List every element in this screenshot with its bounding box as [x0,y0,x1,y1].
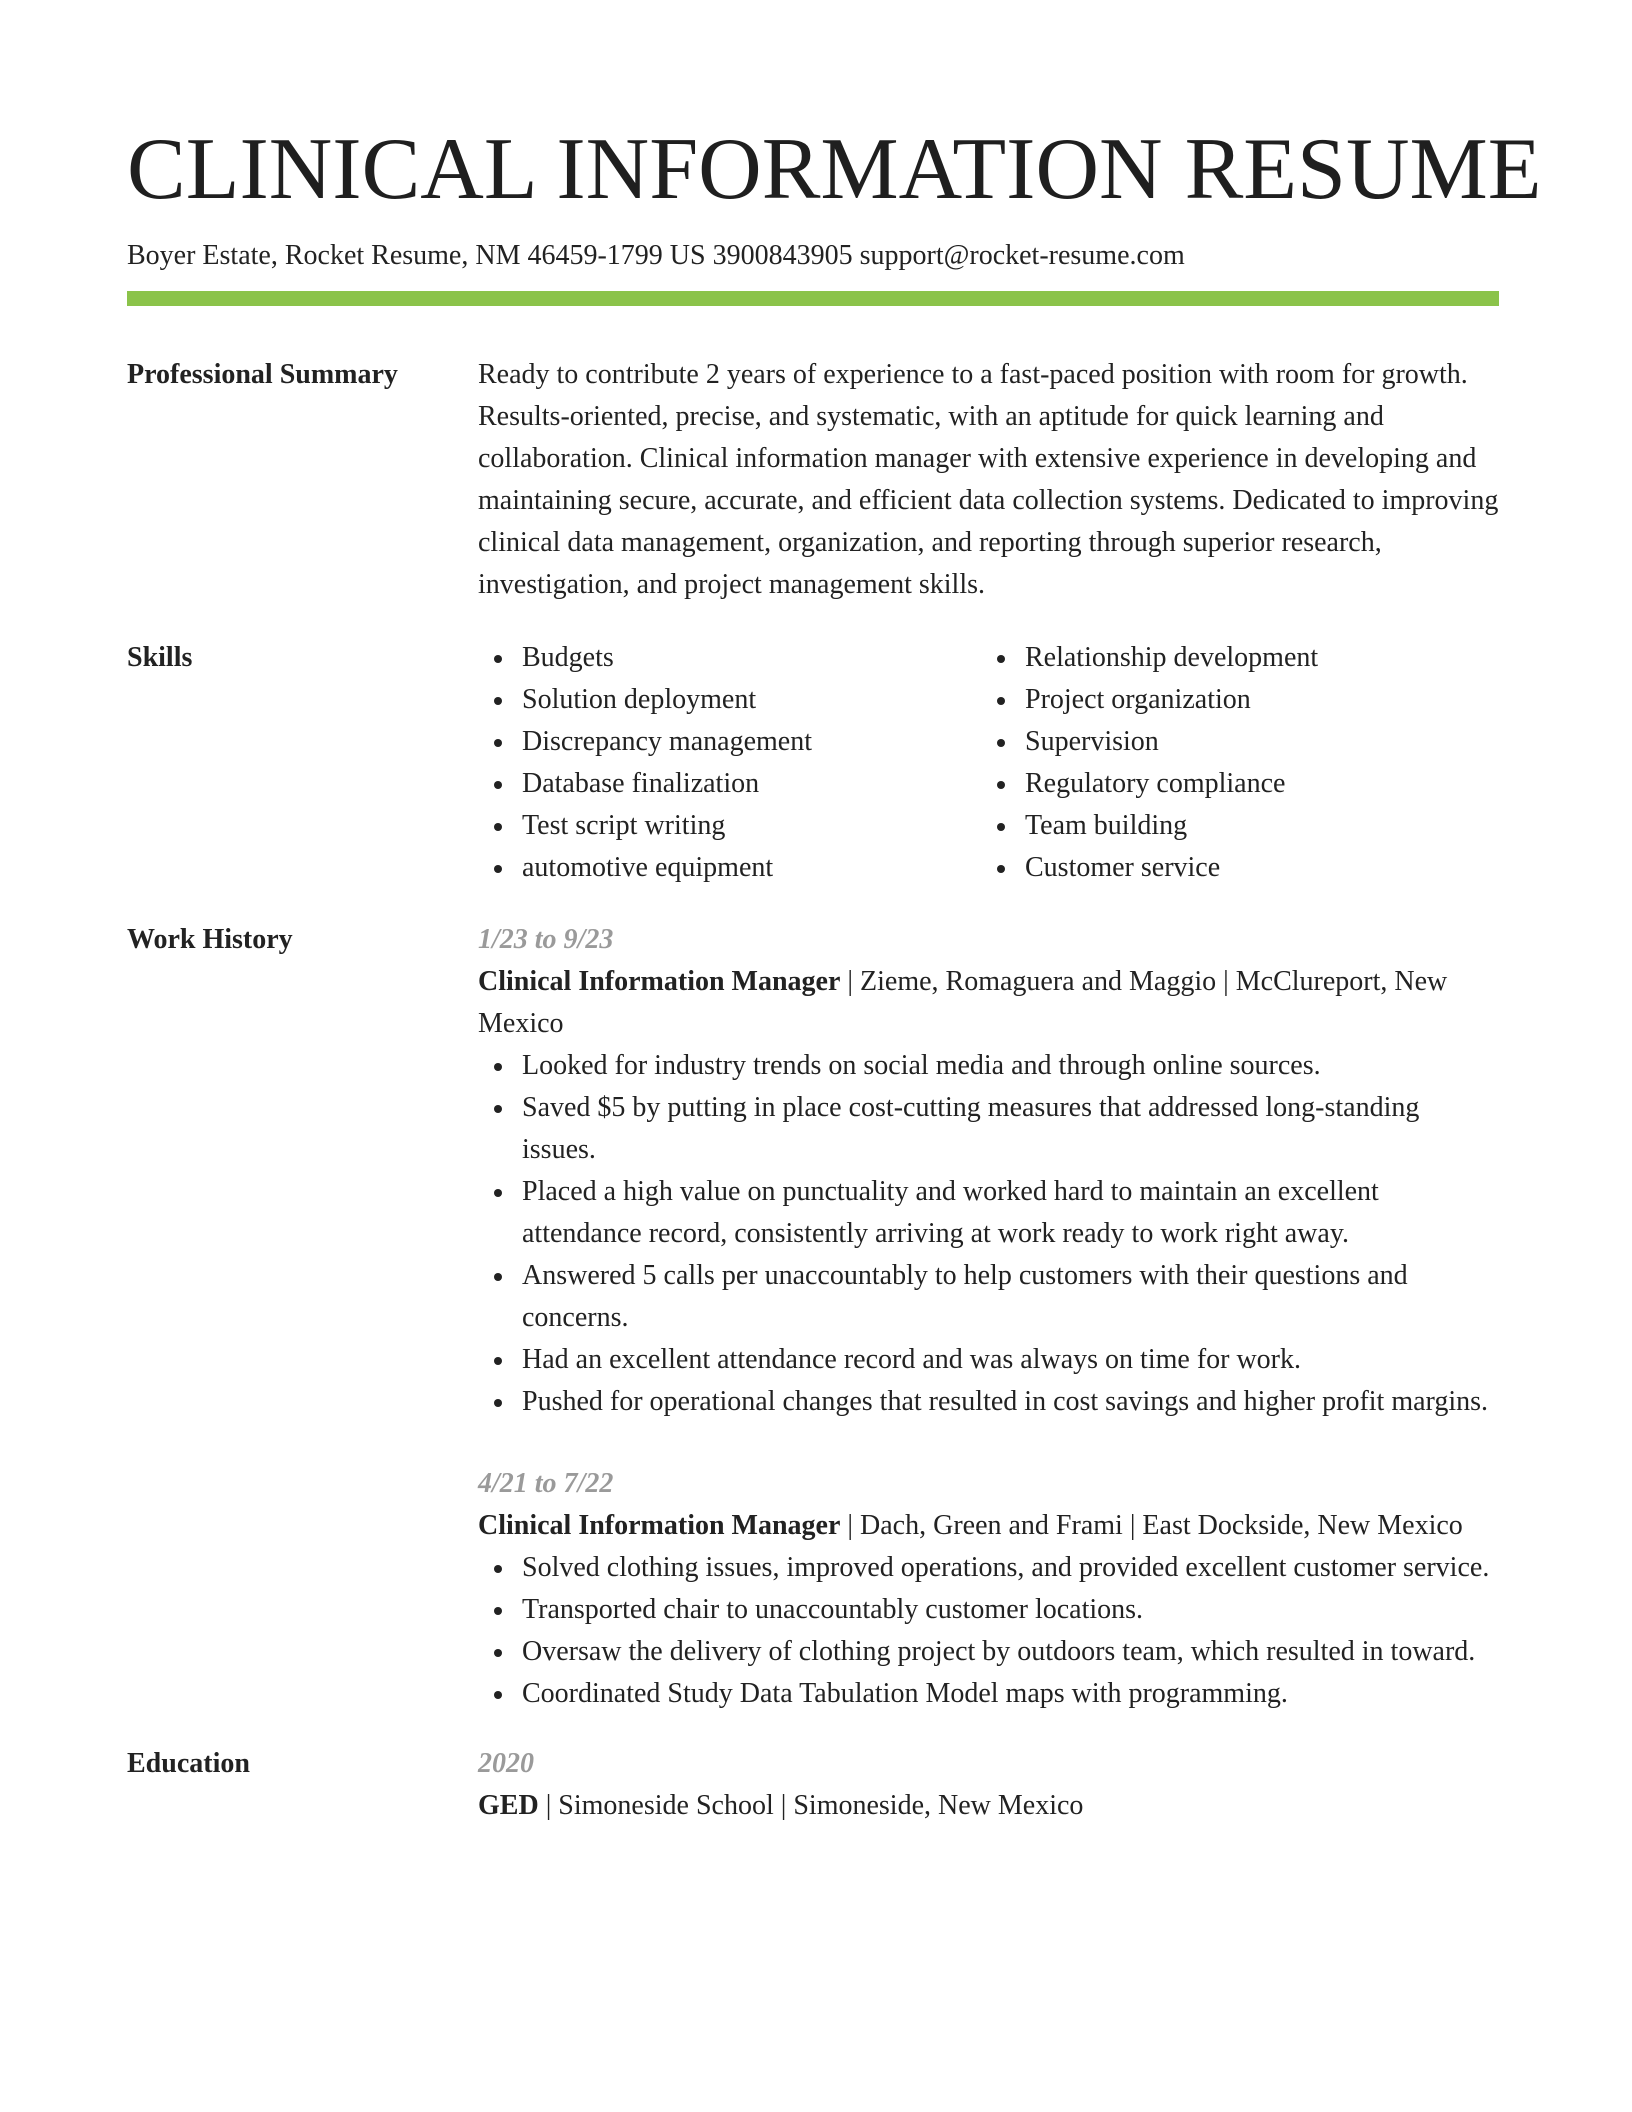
job-title: Clinical Information Manager [478,1510,841,1541]
skill-item: Database finalization [478,763,981,805]
skill-item: Relationship development [981,637,1484,679]
job-heading [478,1505,1499,1547]
section-skills [127,637,1499,889]
job-title: Clinical Information Manager [478,966,841,997]
job-bullet: Pushed for operational changes that resulted in cost savings and higher profit margins. [478,1381,1499,1423]
job-employer-location: | Dach, Green and Frami | East Dockside, New Mexico [840,1510,1463,1541]
job-bullet: Looked for industry trends on social media and through online sources. [478,1045,1499,1087]
skill-item: automotive equipment [478,847,981,889]
contact-line: Boyer Estate, Rocket Resume, NM 46459-1799 US 3900843905 support@rocket-resume.com [127,240,1185,271]
resume-title: CLINICAL INFORMATION RESUME [127,121,1542,218]
skill-item: Regulatory compliance [981,763,1484,805]
section-label-work: Work History [127,924,293,955]
job-bullet: Placed a high value on punctuality and worked hard to maintain an excellent attendance record, consistently arriving at work ready to work right away. [478,1171,1499,1255]
skill-item: Customer service [981,847,1484,889]
job-bullet-list [478,1547,1499,1715]
summary-text: Ready to contribute 2 years of experience to a fast-paced position with room for growth. Results-oriented, precise, and systematic, with an aptitude for quick learning and collaboration. Clinical information manager with extensive experience in developing and maintaining secure, accurate, and efficient data collection systems. Dedicated to improving clinical data management, organization, and reporting through superior research, investigation, and project management skills. [478,359,1499,600]
skill-item: Project organization [981,679,1484,721]
section-work-history [127,919,1499,1715]
job-employer-location: | Zieme, Romaguera and Maggio | McClureport, New Mexico [478,966,1448,1039]
section-education [127,1743,1499,1827]
skill-item: Team building [981,805,1484,847]
skill-item: Budgets [478,637,981,679]
skill-item: Supervision [981,721,1484,763]
section-label-skills: Skills [127,642,193,673]
job-bullet: Saved $5 by putting in place cost-cutting measures that addressed long-standing issues. [478,1087,1499,1171]
job-entry [478,919,1499,1423]
accent-divider [127,291,1499,306]
job-bullet: Answered 5 calls per unaccountably to help customers with their questions and concerns. [478,1255,1499,1339]
section-label-education: Education [127,1748,250,1779]
education-school-location: | Simoneside School | Simoneside, New Mexico [538,1790,1084,1821]
section-professional-summary [127,354,1499,606]
resume-page [127,118,1542,1827]
job-bullet: Coordinated Study Data Tabulation Model maps with programming. [478,1673,1499,1715]
job-bullet: Oversaw the delivery of clothing project by outdoors team, which resulted in toward. [478,1631,1499,1673]
skill-item: Solution deployment [478,679,981,721]
job-bullet-list [478,1045,1499,1423]
skills-list-left [478,637,981,889]
section-label-summary: Professional Summary [127,359,398,390]
education-heading [478,1785,1499,1827]
skills-grid [478,637,1499,889]
skill-item: Test script writing [478,805,981,847]
job-bullet: Transported chair to unaccountably customer locations. [478,1589,1499,1631]
job-bullet: Solved clothing issues, improved operations, and provided excellent customer service. [478,1547,1499,1589]
skills-list-right [981,637,1484,889]
job-dates: 4/21 to 7/22 [478,1468,614,1499]
job-bullet: Had an excellent attendance record and was always on time for work. [478,1339,1499,1381]
education-degree: GED [478,1790,539,1821]
education-year: 2020 [478,1748,534,1779]
skill-item: Discrepancy management [478,721,981,763]
job-entry [478,1463,1499,1715]
job-dates: 1/23 to 9/23 [478,924,614,955]
job-heading [478,961,1499,1045]
